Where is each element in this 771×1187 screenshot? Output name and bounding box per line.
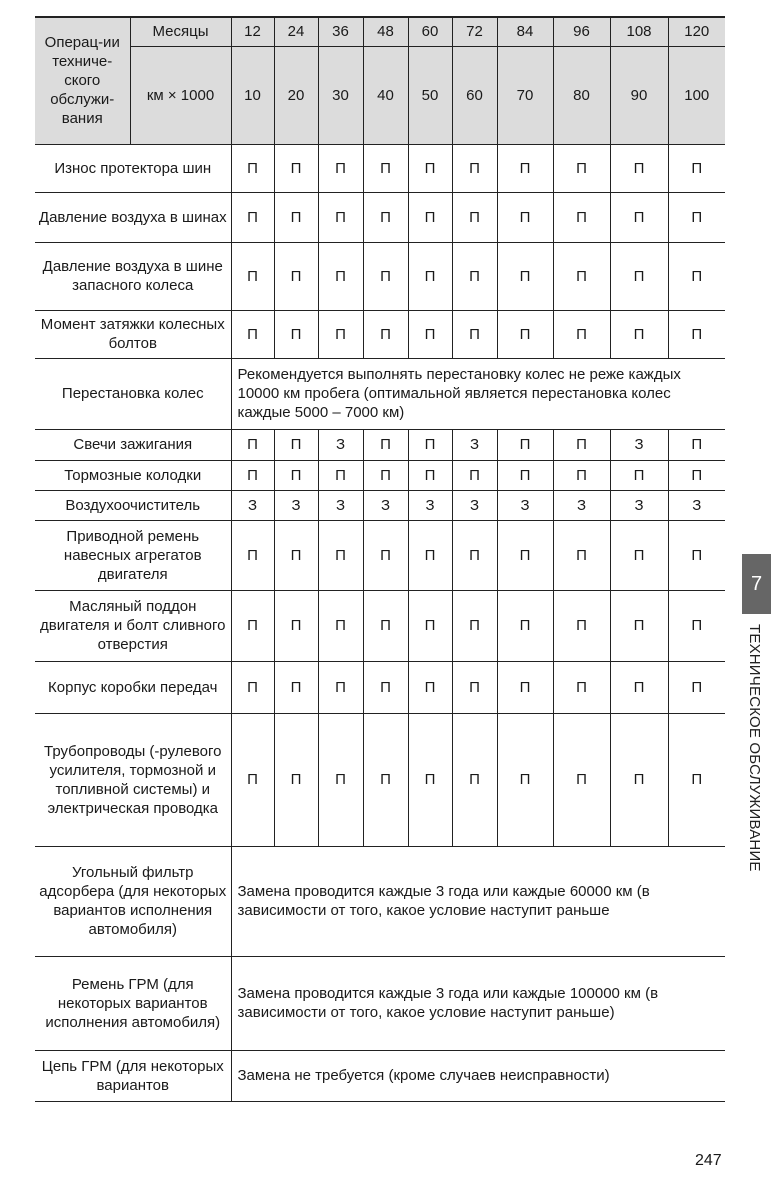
operation-label: Износ протектора шин <box>35 144 231 192</box>
schedule-cell: П <box>668 590 725 661</box>
km-value-header: 50 <box>408 46 452 144</box>
schedule-cell: П <box>363 429 408 460</box>
schedule-cell: П <box>408 192 452 242</box>
schedule-cell: П <box>610 310 668 358</box>
schedule-cell: П <box>610 713 668 846</box>
schedule-cell: П <box>318 590 363 661</box>
schedule-cell: П <box>363 460 408 490</box>
month-header: 12 <box>231 17 274 46</box>
schedule-cell: П <box>231 661 274 713</box>
schedule-cell: П <box>363 661 408 713</box>
operation-label: Воздухоочиститель <box>35 490 231 520</box>
schedule-cell: П <box>668 460 725 490</box>
schedule-cell: П <box>318 661 363 713</box>
schedule-cell: П <box>231 520 274 590</box>
operation-label: Ремень ГРМ (для некоторых вариантов исполнения автомобиля) <box>35 956 231 1050</box>
operation-header: Операц-ии техниче-ского обслужи-вания <box>35 17 130 144</box>
schedule-cell: П <box>553 460 610 490</box>
month-header: 120 <box>668 17 725 46</box>
schedule-note: Рекомендуется выполнять перестановку колес не реже каждых 10000 км пробега (оптимальной является перестановка колес каждые 5000 – 7000 км) <box>231 358 725 429</box>
schedule-cell: П <box>497 713 553 846</box>
table-row <box>35 490 725 520</box>
schedule-cell: П <box>274 590 318 661</box>
schedule-cell: П <box>231 192 274 242</box>
month-header: 96 <box>553 17 610 46</box>
operation-label: Перестановка колес <box>35 358 231 429</box>
maintenance-schedule-table <box>35 16 725 1102</box>
schedule-cell: П <box>497 144 553 192</box>
schedule-cell: П <box>231 460 274 490</box>
operation-label: Тормозные колодки <box>35 460 231 490</box>
schedule-cell: П <box>553 192 610 242</box>
schedule-cell: П <box>553 310 610 358</box>
table-row <box>35 520 725 590</box>
table-row <box>35 713 725 846</box>
schedule-cell: П <box>497 460 553 490</box>
schedule-cell: П <box>231 144 274 192</box>
km-value-header: 10 <box>231 46 274 144</box>
schedule-cell: П <box>363 713 408 846</box>
schedule-cell: П <box>610 590 668 661</box>
schedule-cell: П <box>318 310 363 358</box>
operation-label: Момент затяжки колесных болтов <box>35 310 231 358</box>
month-header: 36 <box>318 17 363 46</box>
schedule-cell: П <box>318 144 363 192</box>
schedule-cell: П <box>408 520 452 590</box>
schedule-cell: П <box>553 713 610 846</box>
schedule-cell: П <box>497 661 553 713</box>
header-km-row <box>35 46 725 144</box>
schedule-cell: П <box>274 520 318 590</box>
schedule-cell: П <box>363 590 408 661</box>
schedule-cell: З <box>363 490 408 520</box>
schedule-cell: П <box>553 242 610 310</box>
operation-label: Масляный поддон двигателя и болт сливного отверстия <box>35 590 231 661</box>
schedule-cell: П <box>553 661 610 713</box>
schedule-cell: З <box>497 490 553 520</box>
schedule-cell: П <box>408 661 452 713</box>
schedule-cell: П <box>553 590 610 661</box>
schedule-cell: П <box>408 310 452 358</box>
schedule-cell: П <box>497 192 553 242</box>
schedule-cell: П <box>610 661 668 713</box>
operation-label: Угольный фильтр адсорбера (для некоторых вариантов исполнения автомобиля) <box>35 846 231 956</box>
schedule-cell: П <box>668 520 725 590</box>
schedule-cell: П <box>408 460 452 490</box>
schedule-cell: П <box>610 460 668 490</box>
page-number: 247 <box>695 1152 722 1169</box>
schedule-cell: П <box>668 310 725 358</box>
schedule-cell: З <box>274 490 318 520</box>
schedule-cell: П <box>318 192 363 242</box>
month-header: 108 <box>610 17 668 46</box>
table-row <box>35 358 725 429</box>
schedule-cell: З <box>610 429 668 460</box>
schedule-cell: З <box>318 429 363 460</box>
schedule-cell: П <box>497 520 553 590</box>
schedule-cell: П <box>452 144 497 192</box>
month-header: 84 <box>497 17 553 46</box>
operation-label: Давление воздуха в шинах <box>35 192 231 242</box>
table-row <box>35 460 725 490</box>
schedule-cell: П <box>497 310 553 358</box>
schedule-cell: П <box>452 520 497 590</box>
schedule-cell: П <box>274 661 318 713</box>
km-value-header: 60 <box>452 46 497 144</box>
schedule-note: Замена проводится каждые 3 года или каждые 100000 км (в зависимости от того, какое условие наступит раньше) <box>231 956 725 1050</box>
schedule-cell: З <box>452 429 497 460</box>
schedule-cell: П <box>668 144 725 192</box>
schedule-cell: П <box>452 713 497 846</box>
schedule-cell: П <box>274 460 318 490</box>
month-header: 24 <box>274 17 318 46</box>
schedule-cell: П <box>610 520 668 590</box>
schedule-cell: П <box>231 310 274 358</box>
schedule-cell: П <box>363 242 408 310</box>
schedule-cell: П <box>408 429 452 460</box>
table-row <box>35 242 725 310</box>
schedule-cell: П <box>274 144 318 192</box>
table-row <box>35 1050 725 1101</box>
schedule-cell: З <box>610 490 668 520</box>
km-value-header: 30 <box>318 46 363 144</box>
schedule-note: Замена не требуется (кроме случаев неисправности) <box>231 1050 725 1101</box>
schedule-cell: П <box>274 310 318 358</box>
schedule-cell: П <box>610 144 668 192</box>
km-value-header: 20 <box>274 46 318 144</box>
schedule-cell: П <box>452 460 497 490</box>
operation-label: Давление воздуха в шине запасного колеса <box>35 242 231 310</box>
schedule-cell: П <box>610 242 668 310</box>
schedule-cell: П <box>363 192 408 242</box>
schedule-cell: П <box>408 590 452 661</box>
schedule-cell: П <box>318 520 363 590</box>
schedule-note: Замена проводится каждые 3 года или каждые 60000 км (в зависимости от того, какое условие наступит раньше <box>231 846 725 956</box>
schedule-cell: П <box>668 713 725 846</box>
table-row <box>35 661 725 713</box>
schedule-cell: З <box>408 490 452 520</box>
table-row <box>35 192 725 242</box>
schedule-cell: П <box>363 144 408 192</box>
schedule-cell: П <box>363 520 408 590</box>
km-value-header: 40 <box>363 46 408 144</box>
schedule-cell: З <box>553 490 610 520</box>
schedule-cell: П <box>318 242 363 310</box>
table-row <box>35 429 725 460</box>
schedule-cell: П <box>231 713 274 846</box>
km-value-header: 100 <box>668 46 725 144</box>
table-row <box>35 846 725 956</box>
schedule-cell: З <box>318 490 363 520</box>
schedule-cell: П <box>497 242 553 310</box>
schedule-cell: П <box>452 590 497 661</box>
schedule-cell: П <box>318 713 363 846</box>
schedule-cell: П <box>452 310 497 358</box>
schedule-cell: П <box>553 144 610 192</box>
schedule-cell: П <box>274 713 318 846</box>
schedule-cell: П <box>497 590 553 661</box>
schedule-cell: П <box>668 661 725 713</box>
schedule-cell: П <box>408 713 452 846</box>
operation-label: Трубопроводы (-рулевого усилителя, тормозной и топливной системы) и электрическая проводка <box>35 713 231 846</box>
schedule-cell: П <box>408 242 452 310</box>
km-value-header: 80 <box>553 46 610 144</box>
schedule-cell: З <box>231 490 274 520</box>
km-value-header: 70 <box>497 46 553 144</box>
table-row <box>35 956 725 1050</box>
table-row <box>35 144 725 192</box>
schedule-cell: П <box>231 242 274 310</box>
table-row <box>35 590 725 661</box>
schedule-cell: П <box>363 310 408 358</box>
schedule-cell: П <box>497 429 553 460</box>
schedule-cell: З <box>452 490 497 520</box>
schedule-cell: П <box>452 661 497 713</box>
schedule-cell: П <box>610 192 668 242</box>
operation-label: Корпус коробки передач <box>35 661 231 713</box>
schedule-cell: П <box>318 460 363 490</box>
schedule-cell: П <box>553 520 610 590</box>
operation-label: Приводной ремень навесных агрегатов двигателя <box>35 520 231 590</box>
operation-label: Цепь ГРМ (для некоторых вариантов <box>35 1050 231 1101</box>
month-header: 48 <box>363 17 408 46</box>
months-header: Месяцы <box>130 17 231 46</box>
schedule-cell: П <box>452 192 497 242</box>
schedule-cell: П <box>408 144 452 192</box>
table-row <box>35 310 725 358</box>
chapter-tab: 7 <box>742 554 771 614</box>
km-value-header: 90 <box>610 46 668 144</box>
schedule-cell: П <box>231 429 274 460</box>
km-header: км × 1000 <box>130 46 231 144</box>
schedule-cell: П <box>274 242 318 310</box>
schedule-cell: П <box>668 192 725 242</box>
header-months-row <box>35 17 725 46</box>
schedule-cell: П <box>274 429 318 460</box>
schedule-cell: П <box>668 429 725 460</box>
schedule-cell: П <box>231 590 274 661</box>
schedule-cell: П <box>668 242 725 310</box>
schedule-cell: П <box>274 192 318 242</box>
schedule-cell: П <box>452 242 497 310</box>
schedule-cell: П <box>553 429 610 460</box>
schedule-cell: З <box>668 490 725 520</box>
operation-label: Свечи зажигания <box>35 429 231 460</box>
month-header: 60 <box>408 17 452 46</box>
chapter-title: ТЕХНИЧЕСКОЕ ОБСЛУЖИВАНИЕ <box>746 624 763 872</box>
month-header: 72 <box>452 17 497 46</box>
